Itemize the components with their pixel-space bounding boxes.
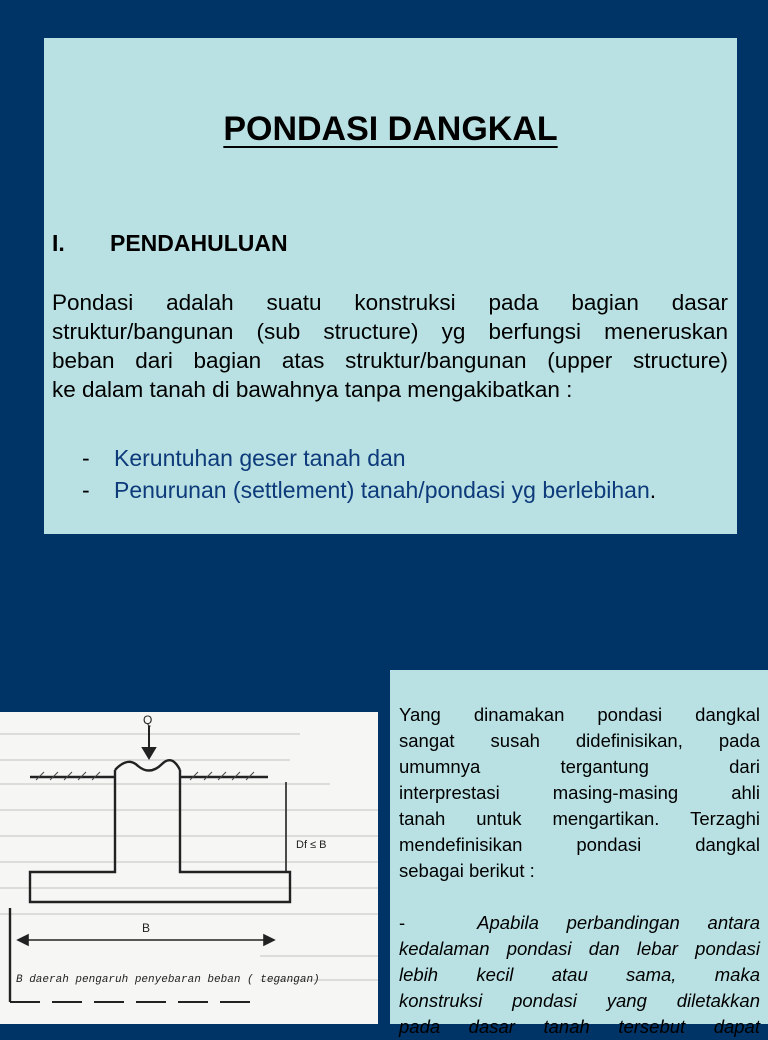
depth-label: Df ≤ B (296, 839, 327, 851)
definition-bullet-line (399, 910, 760, 936)
spacer (399, 884, 760, 910)
width-dimension (18, 935, 274, 945)
section-title: PENDAHULUAN (110, 230, 288, 256)
definition-italic-line: pada dasar tanah tersebut dapat (399, 1016, 760, 1037)
width-label: B (142, 921, 151, 935)
foundation-diagram (0, 712, 378, 1024)
list-item (82, 474, 656, 506)
definition-line: mendefinisikan pondasi dangkal (399, 834, 760, 855)
paragraph-line: ke dalam tanah di bawahnya tanpa mengakibatkan : (52, 377, 573, 402)
foundation-sketch (0, 712, 378, 1024)
paragraph-line: Pondasi adalah suatu konstruksi pada bagian dasar (52, 290, 728, 315)
bullet-text: Penurunan (settlement) tanah/pondasi yg berlebihan (114, 477, 650, 503)
definition-line: interprestasi masing-masing ahli (399, 782, 760, 803)
bullet-dash: - (399, 912, 406, 933)
definition-panel (390, 670, 768, 1037)
bullet-end: . (649, 477, 657, 503)
section-number: I. (52, 230, 65, 256)
bullet-text: Keruntuhan geser tanah dan (114, 445, 406, 471)
definition-italic-line: lebih kecil atau sama, maka (399, 964, 760, 985)
footing-outline (10, 760, 290, 1002)
bullet-dash: - (82, 477, 90, 503)
figure-caption: B daerah pengaruh penyebaran beban ( tegangan) (16, 974, 320, 986)
definition-italic-line: konstruksi pondasi yang diletakkan (399, 990, 760, 1011)
load-label: Q (143, 713, 153, 727)
bullet-dash: - (82, 445, 90, 471)
bullet-list (82, 442, 656, 506)
paragraph-line: beban dari bagian atas struktur/bangunan (upper structure) (52, 348, 728, 373)
definition-line: Yang dinamakan pondasi dangkal (399, 704, 760, 725)
faint-background-lines (0, 734, 378, 980)
definition-italic-line: kedalaman pondasi dan lebar pondasi (399, 938, 760, 959)
main-content-panel (44, 38, 737, 534)
load-arrow (143, 726, 155, 758)
section-heading (52, 230, 288, 257)
definition-line: umumnya tergantung dari (399, 756, 760, 777)
page-title: PONDASI DANGKAL (223, 110, 558, 148)
definition-line: sebagai berikut : (399, 860, 535, 881)
definition-italic-line: Apabila perbandingan antara (477, 912, 760, 933)
ground-hatch (36, 772, 254, 780)
definition-line: tanah untuk mengartikan. Terzaghi (399, 808, 760, 829)
intro-paragraph (52, 288, 728, 404)
list-item (82, 442, 656, 474)
definition-line: sangat susah didefinisikan, pada (399, 730, 760, 751)
definition-text (399, 702, 760, 1040)
paragraph-line: struktur/bangunan (sub structure) yg berfungsi meneruskan (52, 319, 728, 344)
